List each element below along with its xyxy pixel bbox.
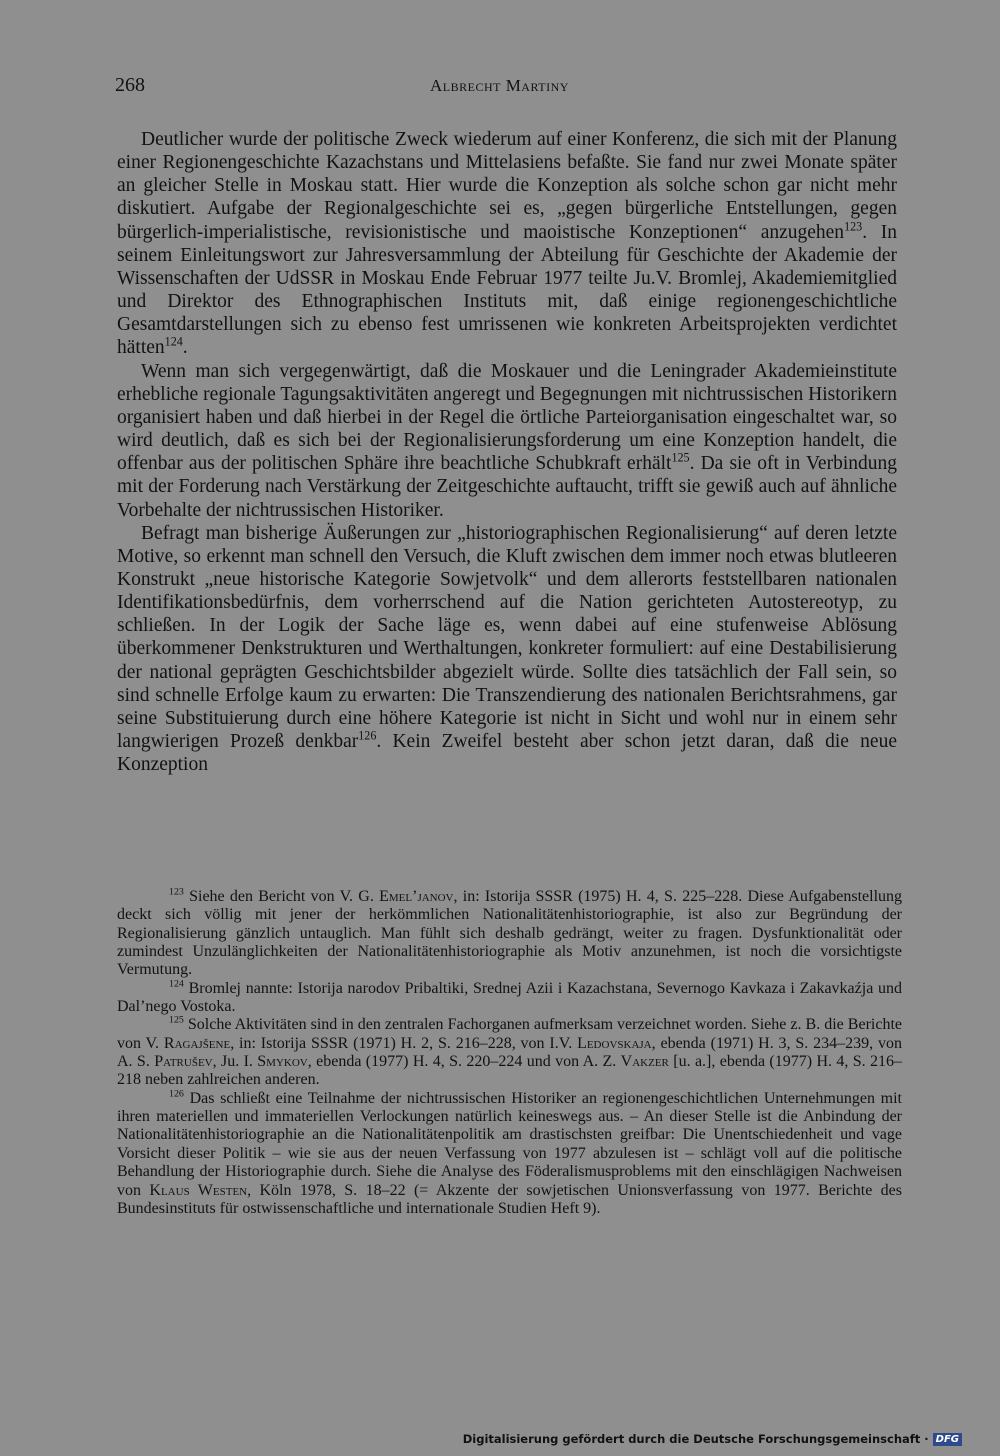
footnote-ref: 125 — [671, 450, 690, 465]
paragraph: Befragt man bisherige Äußerungen zur „historiographischen Regionalisierung“ auf deren letzte Motive, so erkennt man schnell den Versuch, die Kluft zwischen dem immer noch etwas blutleeren Konstrukt „neue historische Kategorie Sowjetvolk“ und dem allerorts feststellbaren nationalen Identifikationsbedürfnis, dem vorherrschend auf die Nation gerichteten Autostereotyp, zu schließen. In der Logik der Sache läge es, wenn dabei auf eine stufenweise Ablösung überkommener Denkstrukturen und Werthaltungen, konkreter formuliert: auf eine Destabilisierung der national geprägten Geschichtsbilder abgezielt würde. Sollte dies tatsächlich der Fall sein, so sind schnelle Erfolge kaum zu erwarten: Die Transzendierung des nationalen Berichtsrahmens, gar seine Substituierung durch eine höhere Kategorie ist nicht in Sicht und wohl nur in einem sehr langwierigen Prozeß denkbar$^{126}$. Kein Zweifel besteht aber schon jetzt daran, daß die neue Konzeption — [117, 522, 897, 776]
footnote-126: $^{126}$ Das schließt eine Teilnahme der nichtrussischen Historiker an regionengeschichtlichen Unternehmungen mit ihren materiellen und immateriellen Verlockungen natürlich keineswegs aus. – An dieser Stelle ist die Anbindung der Nationalitätenhistoriographie an die Nationalitätenpolitik am drastischsten greifbar: Die Unentschiedenheit und vage Vorsicht dieser Politik – wie sie aus der neuen Verfassung von 1977 abzulesen ist – schlägt voll auf die politische Behandlung der Historiographie durch. Siehe die Analyse des Föderalismusproblems mit den einschlägigen Nachweisen von Klaus Westen, Köln 1978, S. 18–22 (= Akzente der sowjetischen Unionsverfassung von 1977. Berichte des Bundesinstituts für ostwissenschaftliche und internationale Studien Heft 9). — [117, 1088, 903, 1217]
dfg-logo: DFG — [933, 1433, 962, 1446]
digitization-credit — [463, 1432, 962, 1446]
footnote-ref: 123 — [844, 219, 863, 234]
footnote-125: $^{125}$ Solche Aktivitäten sind in den zentralen Fachorganen aufmerksam verzeichnet worden. Siehe z. B. die Berichte von V. Ragajšene, in: Istorija SSSR (1971) H. 2, S. 216–228, von I.V. Ledovskaja, ebenda (1971) H. 3, S. 234–239, von A. S. Patrušev, Ju. I. Smykov, ebenda (1977) H. 4, S. 220–224 und von A. Z. Vakzer [u. a.], ebenda (1977) H. 4, S. 216–218 neben zahlreichen anderen. — [117, 1015, 903, 1089]
credit-text: Digitalisierung gefördert durch die Deutsche Forschungsgemeinschaft · — [462, 1432, 929, 1446]
page-number: 268 — [115, 74, 145, 96]
footnote-123: $^{123}$ Siehe den Bericht von V. G. Emel’janov, in: Istorija SSSR (1975) H. 4, S. 225–228. Diese Aufgabenstellung deckt sich völlig mit jener der herkömmlichen Nationalitätenhistoriographie, ist also zur Begründung der Regionalisierung gänzlich untauglich. Man fühlt sich deshalb gedrängt, weiter zu fragen. Dysfunktionalität oder zumindest Unzulänglichkeiten der Nationalitätenhistoriographie als Motiv anzunehmen, ist noch die vorsichtigste Vermutung. — [117, 886, 903, 979]
paragraph: Wenn man sich vergegenwärtigt, daß die Moskauer und die Leningrader Akademieinstitute erhebliche regionale Tagungsaktivitäten angeregt und Begegnungen mit nichtrussischen Historikern organisiert haben und daß hierbei in der Regel die örtliche Parteiorganisation eingeschaltet war, so wird deutlich, daß es sich bei der Regionalisierungsforderung um eine Konzeption handelt, die offenbar aus der politischen Sphäre ihre beachtliche Schubkraft erhält$^{125}$. Da sie oft in Verbindung mit der Forderung nach Verstärkung der Zeitgeschichte auftaucht, trifft sie gewiß auch auf ähnliche Vorbehalte der nichtrussischen Historiker. — [117, 360, 898, 521]
footnote-ref: 126 — [358, 728, 377, 743]
paragraph: Deutlicher wurde der politische Zweck wiederum auf einer Konferenz, die sich mit der Planung einer Regionengeschichte Kazachstans und Mittelasiens befaßte. Sie fand nur zwei Monate später an gleicher Stelle in Moskau statt. Hier wurde die Konzeption als solche schon gar nicht mehr diskutiert. Aufgabe der Regionalgeschichte sei es, „gegen bürgerliche Entstellungen, gegen bürgerlich-imperialistische, revisionistische und maoistische Konzeptionen“ anzugehen$^{123}$. In seinem Einleitungswort zur Jahresversammlung der Abteilung für Geschichte der Akademie der Wissenschaften der UdSSR in Moskau Ende Februar 1977 teilte Ju.V. Bromlej, Akademiemitglied und Direktor des Ethnographischen Instituts mit, daß einige regionengeschichtliche Gesamtdarstellungen sich zu ebenso fest umrissenen wie konkreten Arbeitsprojekten verdichtet hätten$^{124}$. — [117, 129, 897, 359]
body-text — [117, 128, 897, 776]
footnote-124: $^{124}$ Bromlej nannte: Istorija narodov Pribaltiki, Srednej Azii i Kazachstana, Severnogo Kavkaza i Zakavkaźja und Dal’nego Vostoka. — [117, 978, 902, 1016]
footnote-ref: 124 — [164, 334, 183, 349]
running-head: Albrecht Martiny — [430, 76, 569, 95]
footnotes — [117, 888, 902, 1218]
